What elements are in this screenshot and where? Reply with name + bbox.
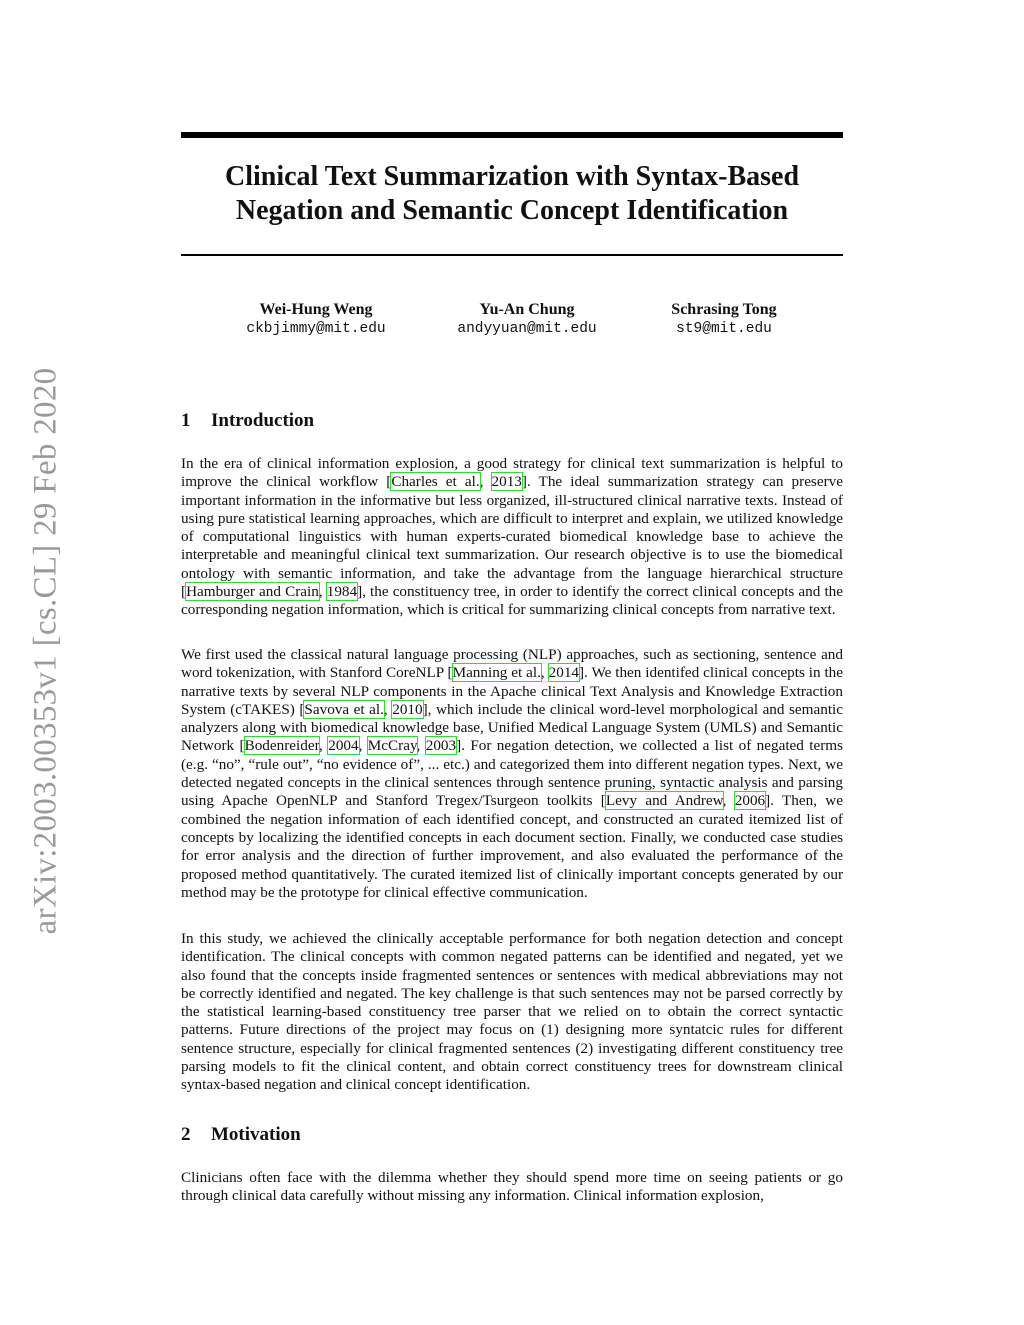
paragraph-text: ,: [383, 700, 393, 718]
author-email: st9@mit.edu: [676, 321, 772, 337]
paragraph-text: ], the constituency tree, in order to identify the correct clinical concepts and the corresponding negation information, which is critical for summarizing clinical concepts from narrative text.: [181, 583, 844, 619]
section-number: 1: [181, 410, 191, 431]
paragraph-text: ]. The ideal summarization strategy can preserve important information in the informative but less organized, ill-structured clinical narrative texts. Instead of using pure statistical learning approaches, which are difficult to interpret and explain, we utilized knowledge of computational linguistics with human experts-curated biomedical knowledge base to achieve the interpretable and meaningful clinical text summarization. Our research objective is to use the biomedical ontology with semantic information, and take the advantage from the language hierarchical structure [: [181, 473, 843, 601]
author-email: ckbjimmy@mit.edu: [246, 321, 386, 337]
citation-link[interactable]: Hamburger and Crain: [186, 583, 319, 601]
citation-link[interactable]: 2004: [328, 737, 359, 755]
paragraph-text: ,: [479, 473, 492, 491]
title-top-rule: [181, 132, 843, 138]
author-name: Wei-Hung Weng: [259, 301, 373, 318]
section-title: Motivation: [211, 1124, 301, 1145]
paragraph-text: In the era of clinical information explosion, a good strategy for clinical text summarization is helpful to improve the clinical workflow [: [181, 455, 843, 491]
citation-link[interactable]: 2013: [491, 473, 522, 491]
author-block: [447, 300, 607, 339]
arxiv-identifier-stamp: [23, 362, 69, 940]
citation-link[interactable]: 2014: [548, 664, 579, 682]
author-email: andyyuan@mit.edu: [457, 321, 597, 337]
paragraph-text: We first used the classical natural language processing (NLP) approaches, such as sectioning, sentence and word tokenization, with Stanford CoreNLP [: [181, 646, 843, 682]
author-name: Schrasing Tong: [671, 301, 777, 318]
motivation-paragraph-1: Clinicians often face with the dilemma whether they should spend more time on seeing patients or go through clinical data carefully without missing any information. Clinical information explosion,: [181, 1169, 843, 1205]
author-block: [236, 300, 396, 339]
paragraph-text: ]. Then, we combined the negation information of each identified concept, and constructed an curated itemized list of concepts by localizing the identified concepts in each document section. Finally, we conducted case studies for error analysis and the direction of further improvement, and also evaluated the performance of the proposed method quantitatively. The curated itemized list of clinically important concepts generated by our method may be the prototype for clinical effective communication.: [181, 792, 844, 901]
title-bottom-rule: [181, 254, 843, 256]
citation-link[interactable]: Bodenreider: [244, 737, 320, 755]
paragraph-text: ,: [318, 583, 327, 601]
arxiv-identifier-text: arXiv:2003.00353v1 [cs.CL] 29 Feb 2020: [27, 367, 64, 935]
paper-title: Clinical Text Summarization with Syntax-Based Negation and Semantic Concept Identification: [224, 161, 800, 226]
intro-paragraph-3: In this study, we achieved the clinically acceptable performance for both negation detection and concept identification. The clinical concepts with common negated patterns can be identified and negated, yet we also found that the concepts inside fragmented sentences or sentences with medical abbreviations may not be correctly identified and negated. The key challenge is that such sentences may not be parsed correctly by the statistical learning-based constituency tree parser that we relied on to obtain the correct syntactic patterns. Future directions of the project may focus on (1) designing more syntatcic rules for different sentence structure, especially for clinical fragmented sentences (2) investigating different constituency tree parsing models to fit the clinical content, and obtain correct constituency trees for downstream clinical syntax-based negation and clinical concept identification.: [181, 930, 843, 1094]
paragraph-text: ,: [319, 737, 329, 755]
section-number: 2: [181, 1124, 191, 1145]
author-name: Yu-An Chung: [479, 301, 575, 318]
citation-link[interactable]: 2003: [425, 737, 457, 755]
paragraph-text: ,: [358, 737, 368, 755]
intro-paragraph-1: [181, 455, 843, 620]
paragraph-text: ,: [540, 664, 549, 682]
citation-link[interactable]: 2010: [392, 700, 423, 718]
citation-link[interactable]: 2006: [734, 792, 766, 810]
paragraph-text: ]. For negation detection, we collected a list of negated terms (e.g. “no”, “rule out”, “no evidence of”, ... etc.) and categorized them into different negation types. Next, we detected negated concepts in the clinical sentences through sentence pruning, syntactic analysis and parsing using Apache OpenNLP and Stanford Tregex/Tsurgeon toolkits [: [181, 737, 843, 810]
section-heading-introduction: [181, 410, 314, 432]
section-heading-motivation: [181, 1124, 301, 1146]
paragraph-text: ]. We then identifed clinical concepts in the narrative texts by several NLP components in the Apache clinical Text Analysis and Knowledge Extraction System (cTAKES) [: [181, 664, 844, 718]
citation-link[interactable]: Levy and Andrew: [605, 792, 723, 810]
intro-paragraph-2: [181, 646, 843, 902]
author-block: [644, 300, 804, 339]
citation-link[interactable]: Savova et al.: [304, 700, 384, 718]
citation-link[interactable]: McCray: [367, 737, 417, 755]
citation-link[interactable]: 1984: [326, 583, 358, 601]
citation-link[interactable]: Manning et al.: [452, 664, 541, 682]
paragraph-text: ], which include the clinical word-level morphological and semantic analyzers along with biomedical knowledge base, Unified Medical Language System (UMLS) and Semantic Network [: [181, 700, 844, 755]
paragraph-text: ,: [722, 792, 735, 810]
paragraph-text: ,: [416, 737, 426, 755]
citation-link[interactable]: Charles et al.: [391, 473, 480, 491]
section-title: Introduction: [211, 410, 315, 431]
